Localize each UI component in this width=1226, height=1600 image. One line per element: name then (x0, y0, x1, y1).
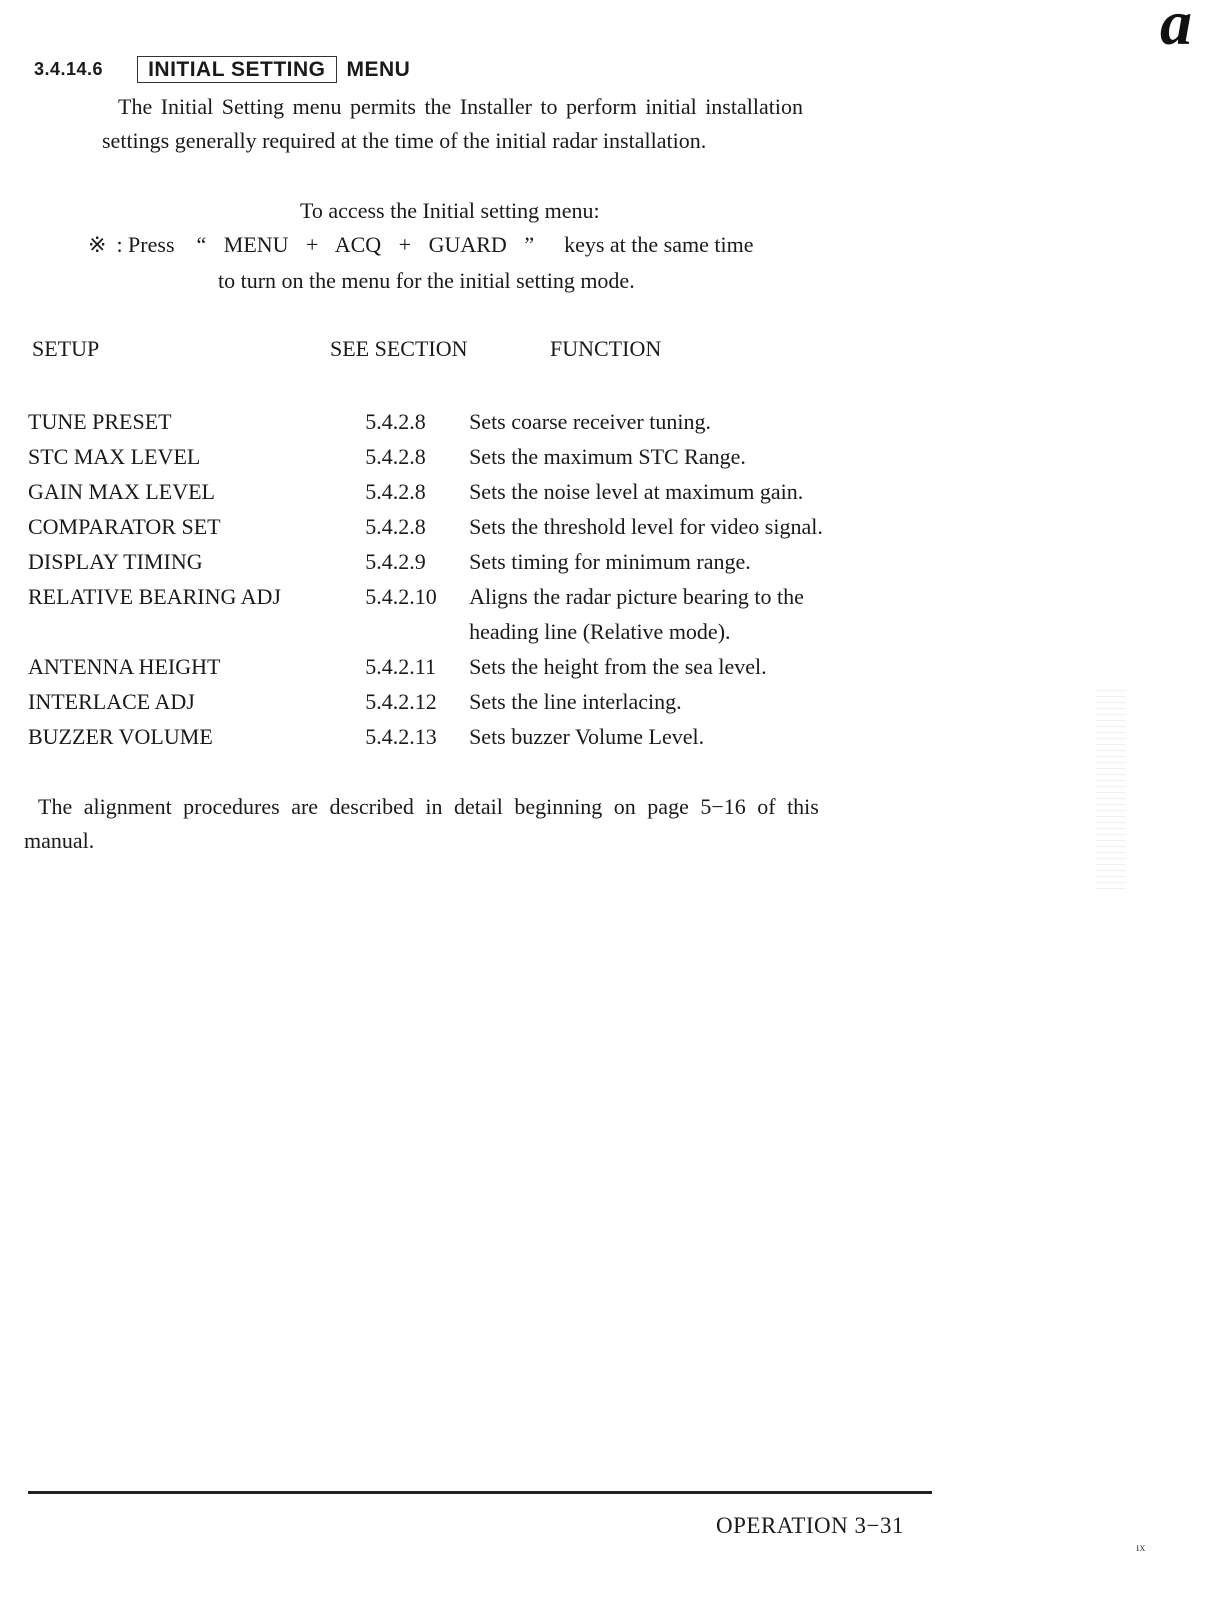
function-text-continued: heading line (Relative mode). (469, 619, 731, 644)
reference-mark-icon: ※ (88, 232, 107, 257)
function-text: Sets buzzer Volume Level. (469, 724, 705, 749)
function-text: Sets the line interlacing. (469, 689, 682, 714)
function-text: Sets the noise level at maximum gain. (469, 479, 804, 504)
function-cell (469, 404, 968, 439)
section-ref: 5.4.2.9 (365, 549, 426, 574)
closing-line-1: The alignment procedures are described in detail beginning on page 5−16 of this (38, 794, 819, 819)
access-title: To access the Initial setting menu: (300, 198, 600, 223)
table-row (28, 719, 968, 754)
table-row (28, 579, 968, 649)
table-row (28, 439, 968, 474)
function-text: Sets coarse receiver tuning. (469, 409, 711, 434)
table-row (28, 404, 968, 439)
section-ref: 5.4.2.12 (365, 689, 437, 714)
closing-paragraph (24, 790, 944, 858)
intro-line-1: The Initial Setting menu permits the Installer to perform initial installation (118, 94, 803, 119)
setup-item: RELATIVE BEARING ADJ (28, 584, 281, 609)
section-ref: 5.4.2.8 (365, 514, 426, 539)
closing-line-2: manual. (24, 828, 95, 853)
section-ref: 5.4.2.13 (365, 724, 437, 749)
footer-rule (28, 1491, 932, 1494)
section-ref: 5.4.2.11 (365, 654, 436, 679)
section-ref: 5.4.2.8 (365, 409, 426, 434)
function-cell (469, 474, 968, 509)
setup-item: ANTENNA HEIGHT (28, 654, 221, 679)
setup-item: BUZZER VOLUME (28, 724, 213, 749)
table-row (28, 649, 968, 684)
corner-mark: a (1160, 0, 1192, 58)
function-cell (469, 544, 968, 579)
keys-suffix: keys at the same time (564, 232, 754, 257)
section-number: 3.4.14.6 (34, 59, 104, 79)
section-heading (34, 56, 410, 83)
table-row (28, 544, 968, 579)
setup-table (28, 404, 968, 754)
column-header-function: FUNCTION (550, 336, 662, 361)
setup-item: INTERLACE ADJ (28, 689, 195, 714)
press-label: : Press (116, 232, 175, 257)
margin-mark: ıx (1136, 1540, 1146, 1554)
function-cell (469, 719, 968, 754)
press-instruction (88, 232, 753, 258)
setup-item: TUNE PRESET (28, 409, 172, 434)
column-header-section: SEE SECTION (330, 336, 468, 361)
setup-item: COMPARATOR SET (28, 514, 221, 539)
section-ref: 5.4.2.8 (365, 444, 426, 469)
intro-line-2: settings generally required at the time of the initial radar installation. (102, 128, 707, 153)
function-cell (469, 509, 968, 544)
setup-item: DISPLAY TIMING (28, 549, 203, 574)
section-title-suffix: MENU (346, 57, 411, 81)
function-cell (469, 579, 968, 649)
section-ref: 5.4.2.8 (365, 479, 426, 504)
key-combination: “ MENU + ACQ + GUARD ” (196, 232, 535, 257)
function-text: Sets the threshold level for video signal. (469, 514, 823, 539)
function-text: Sets the maximum STC Range. (469, 444, 746, 469)
section-ref: 5.4.2.10 (365, 584, 437, 609)
column-header-setup: SETUP (32, 336, 100, 361)
function-text: Sets timing for minimum range. (469, 549, 751, 574)
intro-paragraph (102, 90, 982, 158)
table-row (28, 684, 968, 719)
setup-item: GAIN MAX LEVEL (28, 479, 215, 504)
function-text: Aligns the radar picture bearing to the (469, 584, 804, 609)
access-line-2: to turn on the menu for the initial setting mode. (218, 268, 635, 293)
section-title-boxed: INITIAL SETTING (137, 56, 336, 83)
scan-artifact (1096, 690, 1126, 890)
function-text: Sets the height from the sea level. (469, 654, 767, 679)
setup-item: STC MAX LEVEL (28, 444, 201, 469)
function-cell (469, 684, 968, 719)
function-cell (469, 649, 968, 684)
footer-page-label: OPERATION 3−31 (716, 1513, 905, 1538)
table-row (28, 509, 968, 544)
table-row (28, 474, 968, 509)
function-cell (469, 439, 968, 474)
